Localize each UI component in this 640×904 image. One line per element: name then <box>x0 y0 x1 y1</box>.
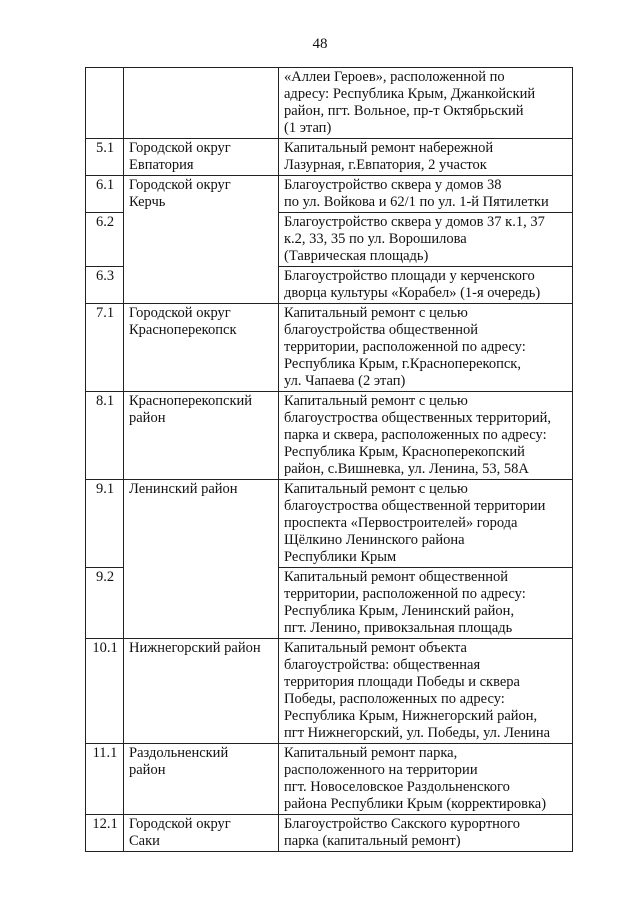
municipality-cell: Раздольненский район <box>124 744 279 815</box>
object-cell: Благоустройство Сакского курортного парка (капитальный ремонт) <box>279 815 573 852</box>
object-cell: Капитальный ремонт с целью благоустроства общественной территории проспекта «Первостроителей» города Щёлкино Ленинского района Республики Крым <box>279 480 573 568</box>
object-cell: Благоустройство сквера у домов 37 к.1, 37 к.2, 33, 35 по ул. Ворошилова (Таврическая площадь) <box>279 213 573 267</box>
row-number: 9.1 <box>86 480 124 568</box>
row-number: 6.1 <box>86 176 124 213</box>
municipality-cell: Городской округ Красноперекопск <box>124 304 279 392</box>
object-cell: Капитальный ремонт с целью благоустройства общественной территории, расположенной по адресу: Республика Крым, г.Красноперекопск, ул. Чапаева (2 этап) <box>279 304 573 392</box>
row-number: 6.3 <box>86 267 124 304</box>
object-cell: Капитальный ремонт общественной территории, расположенной по адресу: Республика Крым, Ленинский район, пгт. Ленино, привокзальная площадь <box>279 568 573 639</box>
municipality-cell: Ленинский район <box>124 480 279 639</box>
table-row <box>86 304 573 392</box>
row-number: 11.1 <box>86 744 124 815</box>
municipality-cell: Городской округ Керчь <box>124 176 279 304</box>
object-cell: Капитальный ремонт набережной Лазурная, г.Евпатория, 2 участок <box>279 139 573 176</box>
municipality-cell: Городской округ Евпатория <box>124 139 279 176</box>
row-number: 6.2 <box>86 213 124 267</box>
table-row <box>86 392 573 480</box>
municipality-cell: Нижнегорский район <box>124 639 279 744</box>
row-number: 12.1 <box>86 815 124 852</box>
table-row <box>86 815 573 852</box>
table-row <box>86 744 573 815</box>
table-row <box>86 139 573 176</box>
row-number: 8.1 <box>86 392 124 480</box>
objects-table <box>85 67 573 852</box>
table-row <box>86 639 573 744</box>
object-cell: Капитальный ремонт объекта благоустройства: общественная территория площади Победы и сквера Победы, расположенных по адресу: Республика Крым, Нижнегорский район, пгт Нижнегорский, ул. Победы, ул. Ленина <box>279 639 573 744</box>
municipality-cell <box>124 68 279 139</box>
table-row <box>86 480 573 568</box>
object-cell: Благоустройство площади у керченского дворца культуры «Корабел» (1-я очередь) <box>279 267 573 304</box>
table-row <box>86 68 573 139</box>
row-number: 9.2 <box>86 568 124 639</box>
row-number: 7.1 <box>86 304 124 392</box>
table-row <box>86 176 573 213</box>
municipality-cell: Городской округ Саки <box>124 815 279 852</box>
row-number <box>86 68 124 139</box>
object-cell: Капитальный ремонт парка, расположенного на территории пгт. Новоселовское Раздольненского района Республики Крым (корректировка) <box>279 744 573 815</box>
row-number: 5.1 <box>86 139 124 176</box>
municipality-cell: Красноперекопский район <box>124 392 279 480</box>
object-cell: Капитальный ремонт с целью благоустроства общественных территорий, парка и сквера, расположенных по адресу: Республика Крым, Красноперекопский район, с.Вишневка, ул. Ленина, 53, 58А <box>279 392 573 480</box>
page-number: 48 <box>312 36 328 52</box>
object-cell: «Аллеи Героев», расположенной по адресу: Республика Крым, Джанкойский район, пгт. Вольное, пр-т Октябрьский (1 этап) <box>279 68 573 139</box>
row-number: 10.1 <box>86 639 124 744</box>
object-cell: Благоустройство сквера у домов 38 по ул. Войкова и 62/1 по ул. 1-й Пятилетки <box>279 176 573 213</box>
